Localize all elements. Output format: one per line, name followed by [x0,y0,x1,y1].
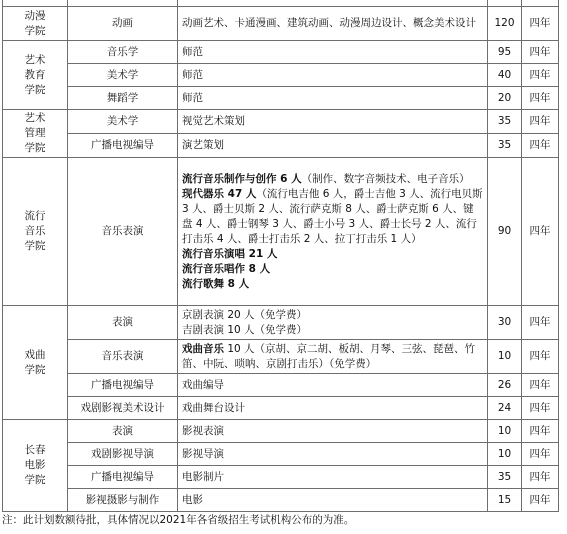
years-cell: 四年 [522,374,559,397]
count-cell: 10 [488,340,522,374]
table-row [3,374,559,397]
table-row [3,158,559,306]
direction-line: 京剧表演 20 人（免学费） [182,308,308,321]
direction-cell: 电影制片 [178,466,488,489]
years-cell: 四年 [522,134,559,158]
table-row [3,489,559,512]
table-row [3,443,559,466]
college-cell: 流行 音乐 学院 [3,158,68,306]
table-row [3,64,559,87]
major-cell: 广播电视编导 [68,466,178,489]
major-cell: 音乐表演 [68,158,178,306]
enrollment-plan-table [2,0,559,512]
direction-group-title: 流行歌舞 8 人 [182,277,250,290]
direction-detail: 10 人（京胡、京二胡、板胡、月琴、三弦、琵琶、竹笛、中阮、唢呐、京剧打击乐）（免学费） [182,342,476,370]
years-cell: 四年 [522,397,559,420]
major-cell: 舞蹈学 [68,87,178,110]
years-cell: 四年 [522,158,559,306]
years-cell: 四年 [522,7,559,41]
direction-group-title: 戏曲音乐 [182,342,224,355]
count-cell: 35 [488,466,522,489]
direction-cell: 师范 [178,41,488,64]
table-row [3,7,559,41]
footnote: 注：此计划数额待批，具体情况以2021年各省级招生考试机构公布的为准。 [2,514,355,526]
direction-cell: 动画艺术、卡通漫画、建筑动画、动漫周边设计、概念美术设计 [178,7,488,41]
table-row [3,41,559,64]
major-cell: 音乐表演 [68,340,178,374]
major-cell: 美术学 [68,110,178,134]
count-cell: 35 [488,134,522,158]
table-row [3,466,559,489]
count-cell: 35 [488,110,522,134]
direction-group-title: 现代器乐 47 人 [182,187,257,200]
count-cell: 10 [488,420,522,443]
count-cell: 10 [488,443,522,466]
direction-group-title: 流行音乐唱作 8 人 [182,262,271,275]
table-row [3,87,559,110]
table-row [3,110,559,134]
major-cell: 音乐学 [68,41,178,64]
count-cell: 26 [488,374,522,397]
direction-line: 吉剧表演 10 人（免学费） [182,323,308,336]
college-cell: 戏曲 学院 [3,306,68,420]
table-row [3,134,559,158]
major-cell: 广播电视编导 [68,374,178,397]
major-cell: 美术学 [68,64,178,87]
count-cell: 30 [488,306,522,340]
college-cell: 艺术 教育 学院 [3,41,68,110]
major-cell: 影视摄影与制作 [68,489,178,512]
direction-cell [178,306,488,340]
direction-cell: 戏曲舞台设计 [178,397,488,420]
major-cell: 广播电视编导 [68,134,178,158]
direction-cell: 师范 [178,64,488,87]
direction-cell: 电影 [178,489,488,512]
direction-cell: 演艺策划 [178,134,488,158]
major-cell: 表演 [68,306,178,340]
direction-cell: 师范 [178,87,488,110]
college-cell: 长春 电影 学院 [3,420,68,512]
direction-group-title: 流行音乐制作与创作 6 人 [182,172,302,185]
direction-cell: 戏曲编导 [178,374,488,397]
years-cell: 四年 [522,110,559,134]
major-cell: 表演 [68,420,178,443]
years-cell: 四年 [522,466,559,489]
count-cell: 24 [488,397,522,420]
years-cell: 四年 [522,64,559,87]
major-cell: 动画 [68,7,178,41]
direction-cell [178,158,488,306]
years-cell: 四年 [522,420,559,443]
count-cell: 95 [488,41,522,64]
table-row [3,340,559,374]
college-cell: 动漫 学院 [3,7,68,41]
major-cell: 戏剧影视导演 [68,443,178,466]
count-cell: 40 [488,64,522,87]
table-row [3,420,559,443]
years-cell: 四年 [522,87,559,110]
table-row [3,306,559,340]
years-cell: 四年 [522,443,559,466]
direction-cell [178,340,488,374]
college-cell: 艺术 管理 学院 [3,110,68,158]
count-cell: 90 [488,158,522,306]
years-cell: 四年 [522,41,559,64]
years-cell: 四年 [522,340,559,374]
count-cell: 120 [488,7,522,41]
major-cell: 戏剧影视美术设计 [68,397,178,420]
direction-detail: （流行电吉他 6 人，爵士吉他 3 人、流行电贝斯 3 人、爵士贝斯 2 人、流行萨克斯 8 人、爵士萨克斯 6 人、键盘 4 人、爵士钢琴 3 人、爵士小号 3 人、爵士长号 2 人、流行打击乐 4 人、爵士打击乐 2 人、拉丁打击乐 1 人） [182,187,483,245]
years-cell: 四年 [522,489,559,512]
count-cell: 15 [488,489,522,512]
direction-cell: 影视导演 [178,443,488,466]
direction-cell: 影视表演 [178,420,488,443]
direction-group-title: 流行音乐演唱 21 人 [182,247,278,260]
table-row [3,397,559,420]
direction-detail: （制作、数字音频技术、电子音乐） [301,172,470,185]
direction-cell: 视觉艺术策划 [178,110,488,134]
count-cell: 20 [488,87,522,110]
years-cell: 四年 [522,306,559,340]
